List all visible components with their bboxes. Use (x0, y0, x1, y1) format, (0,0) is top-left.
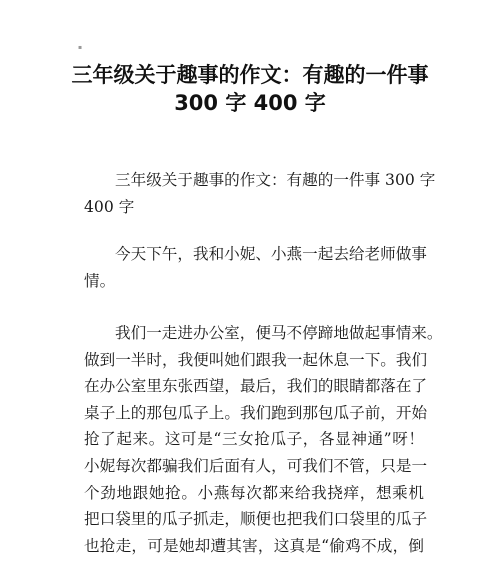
paragraph-line: 抢了起来。这可是“三女抢瓜子，各显神通”呀！ (84, 430, 424, 449)
paragraph-line: 小妮每次都骗我们后面有人，可我们不管，只是一 (84, 456, 428, 475)
paragraph-line: 也抢走，可是她却遭其害，这真是“偷鸡不成，倒 (84, 536, 424, 555)
paragraph-line: 做到一半时，我便叫她们跟我一起休息一下。我们 (84, 350, 428, 369)
paragraph-line: 三年级关于趣事的作文：有趣的一件事 300 字 (115, 171, 436, 189)
paragraph-3 (84, 320, 443, 559)
paragraph-line: 桌子上的那包瓜子上。我们跑到那包瓜子前，开始 (84, 403, 428, 422)
paragraph-line: 个劲地跟她抢。小燕每次都来给我挠痒，想乘机 (84, 483, 424, 502)
paragraph-1 (84, 167, 436, 220)
document-title-line-1: 三年级关于趣事的作文：有趣的一件事 (71, 63, 429, 87)
corner-mark: ▪ (78, 44, 83, 51)
paragraph-line: 400 字 (84, 197, 135, 216)
paragraph-line: 今天下午，我和小妮、小燕一起去给老师做事 (115, 245, 427, 263)
document-title-line-2: 300 字 400 字 (174, 91, 326, 115)
paragraph-line: 把口袋里的瓜子抓走，顺便也把我们口袋里的瓜子 (84, 510, 428, 529)
paragraph-2 (84, 241, 427, 294)
paragraph-line: 情。 (84, 271, 116, 290)
paragraph-line: 在办公室里东张西望，最后，我们的眼睛都落在了 (84, 377, 428, 396)
paragraph-line: 我们一走进办公室，便马不停蹄地做起事情来。 (115, 324, 443, 342)
